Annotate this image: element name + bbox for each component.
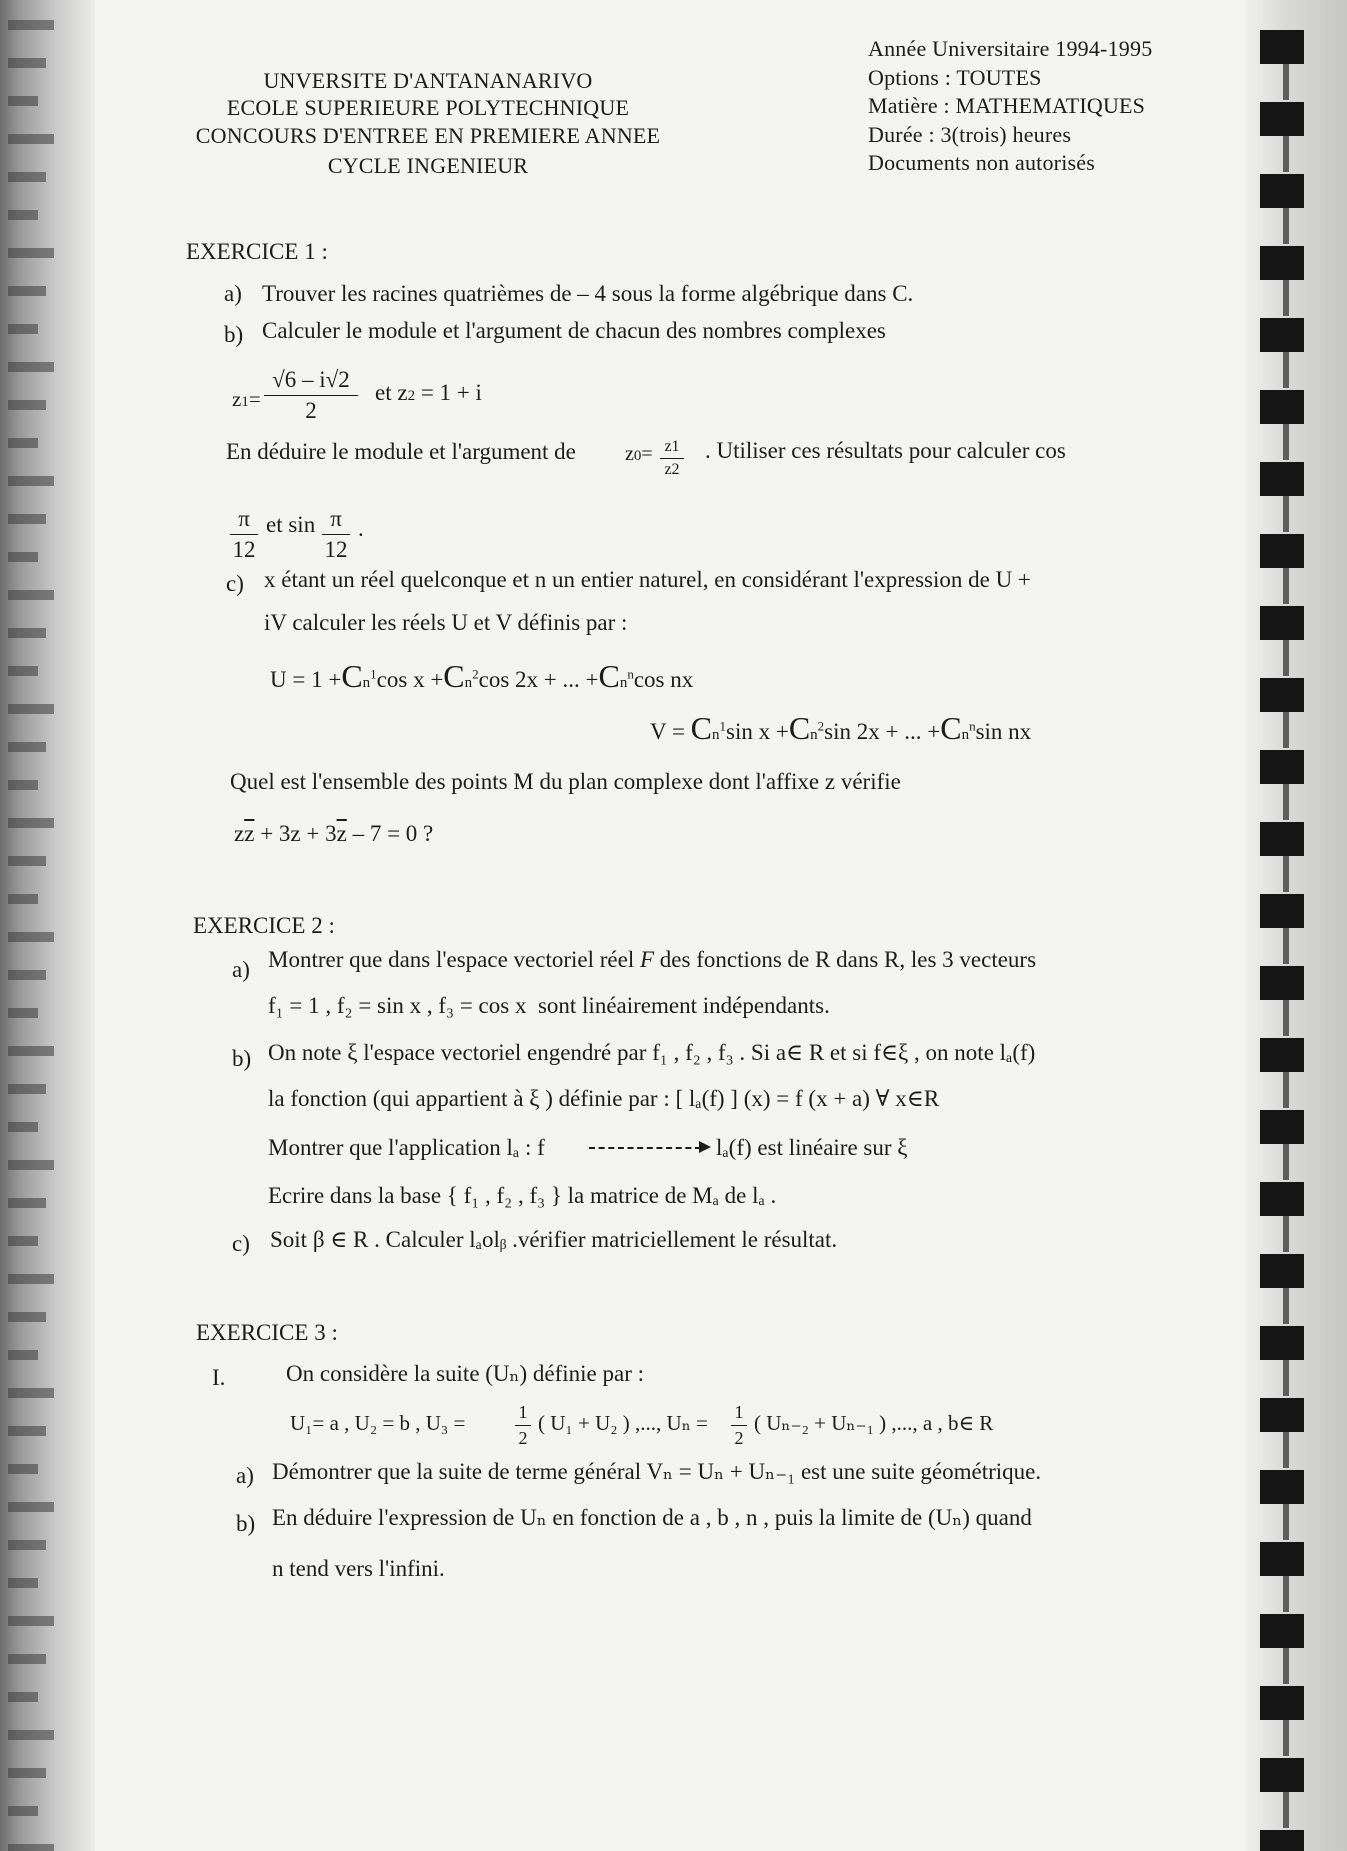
scan-mark xyxy=(8,1464,38,1474)
spiral-binding xyxy=(1255,0,1347,1851)
pi-over-12-a: $\frac{\pi}{12}$ xyxy=(230,506,258,563)
ex3-b-text-2: n tend vers l'infini. xyxy=(272,1556,445,1581)
ex1-use-text: . Utiliser ces résultats pour calculer cos xyxy=(705,438,1066,463)
scan-mark xyxy=(8,400,46,410)
z2-formula: et z2 = 1 + i xyxy=(375,380,482,405)
ex2-b-label: b) xyxy=(232,1046,252,1071)
binding-hole xyxy=(1260,1614,1304,1648)
scan-mark xyxy=(8,704,54,714)
header-documents: Documents non autorisés xyxy=(868,150,1096,175)
binding-ring xyxy=(1283,1000,1289,1036)
scan-mark xyxy=(8,20,54,30)
binding-ring xyxy=(1283,352,1289,388)
binding-hole xyxy=(1260,750,1304,784)
scan-mark xyxy=(8,552,38,562)
ex1-a-label: a) xyxy=(224,281,242,306)
binding-hole xyxy=(1260,30,1304,64)
binding-ring xyxy=(1283,712,1289,748)
ex1-c-label: c) xyxy=(226,571,244,596)
scan-mark xyxy=(8,286,46,296)
scan-mark xyxy=(8,172,46,182)
binding-hole xyxy=(1260,1326,1304,1360)
scan-mark xyxy=(8,1198,46,1208)
scan-mark xyxy=(8,970,46,980)
scan-mark xyxy=(8,248,54,258)
binding-ring xyxy=(1283,928,1289,964)
scan-mark xyxy=(8,780,38,790)
scan-mark xyxy=(8,666,38,676)
binding-ring xyxy=(1283,208,1289,244)
exercise-1-title: EXERCICE 1 : xyxy=(186,239,328,264)
scan-mark xyxy=(8,1274,54,1284)
binding-ring xyxy=(1283,1648,1289,1684)
binding-hole xyxy=(1260,1182,1304,1216)
binding-hole xyxy=(1260,1254,1304,1288)
header-subject: Matière : MATHEMATIQUES xyxy=(868,93,1146,118)
scan-mark xyxy=(8,856,46,866)
scan-mark xyxy=(8,1540,46,1550)
binding-hole xyxy=(1260,678,1304,712)
z0-formula: z0= xyxy=(625,443,653,465)
binding-ring xyxy=(1283,136,1289,172)
binding-ring xyxy=(1283,856,1289,892)
z1-denominator: 2 xyxy=(305,398,317,423)
binding-hole xyxy=(1260,966,1304,1000)
binding-hole xyxy=(1260,318,1304,352)
binding-ring xyxy=(1283,1360,1289,1396)
scan-mark xyxy=(8,628,46,638)
scan-mark xyxy=(8,894,38,904)
binding-ring xyxy=(1283,1432,1289,1468)
ex2-b-text-3a: Montrer que l'application lₐ : f xyxy=(268,1135,545,1160)
scan-mark xyxy=(8,1350,38,1360)
ex2-c-text: Soit β ∈ R . Calculer lₐolᵦ .vérifier matriciellement le résultat. xyxy=(270,1227,838,1252)
scan-mark xyxy=(8,1122,38,1132)
scan-mark xyxy=(8,742,46,752)
binding-ring xyxy=(1283,496,1289,532)
scan-mark xyxy=(8,932,54,942)
header-contest: CONCOURS D'ENTREE EN PREMIERE ANNEE xyxy=(195,123,661,148)
ex1-c-text-2: iV calculer les réels U et V définis par : xyxy=(264,610,628,635)
scan-mark xyxy=(8,1730,54,1740)
binding-hole xyxy=(1260,1038,1304,1072)
mapping-arrow-line xyxy=(589,1147,701,1149)
scan-mark xyxy=(8,58,46,68)
scan-mark xyxy=(8,1806,38,1816)
binding-hole xyxy=(1260,174,1304,208)
period: . xyxy=(358,516,364,541)
binding-ring xyxy=(1283,568,1289,604)
ex1-b-text: Calculer le module et l'argument de chacun des nombres complexes xyxy=(262,318,886,343)
half-fraction-2: $\frac{1}{2}$ xyxy=(731,1402,747,1449)
z1-fraction xyxy=(264,367,358,424)
ex2-c-label: c) xyxy=(232,1231,250,1256)
scan-mark xyxy=(8,1084,46,1094)
scan-mark xyxy=(8,1616,54,1626)
scan-mark xyxy=(8,1654,46,1664)
scan-mark xyxy=(8,590,54,600)
ex1-deduce-text: En déduire le module et l'argument de xyxy=(226,439,576,464)
ex2-a-text: Montrer que dans l'espace vectoriel réel F des fonctions de R dans R, les 3 vecteurs xyxy=(268,947,1037,972)
half-fraction-1: $\frac{1}{2}$ xyxy=(515,1402,531,1449)
binding-hole xyxy=(1260,1470,1304,1504)
binding-ring xyxy=(1283,1720,1289,1756)
scan-mark xyxy=(8,1236,38,1246)
scan-left-marks xyxy=(0,0,90,1851)
ex1-b-label: b) xyxy=(224,322,244,347)
ex2-b-text-2: la fonction (qui appartient à ξ ) définie par : [ lₐ(f) ] (x) = f (x + a) ∀ x∈R xyxy=(268,1086,940,1111)
sequence-def-a: U₁= a , U₂ = b , U₃ = xyxy=(290,1411,466,1435)
scan-mark xyxy=(8,1046,54,1056)
ex3-b-text-1: En déduire l'expression de Uₙ en fonction de a , b , n , puis la limite de (Uₙ) quand xyxy=(272,1505,1032,1530)
ex1-equation: $z\overline{z} + 3z + 3\overline{z} - 7 = 0$ ? xyxy=(234,821,434,846)
scan-mark xyxy=(8,1388,54,1398)
et-sin: et sin xyxy=(266,512,316,537)
binding-ring xyxy=(1283,280,1289,316)
binding-hole xyxy=(1260,606,1304,640)
z1-numerator: √6 – i√2 xyxy=(264,367,358,396)
binding-ring xyxy=(1283,64,1289,100)
scan-mark xyxy=(8,1692,38,1702)
binding-ring xyxy=(1283,784,1289,820)
scan-mark xyxy=(8,476,54,486)
scan-mark xyxy=(8,96,38,106)
U-formula: $U = 1 +Cn^1\cos$ $x +Cn^2\cos$ 2x + ... $+Cn^n\cos$ nx xyxy=(270,658,694,694)
binding-ring xyxy=(1283,1288,1289,1324)
binding-ring xyxy=(1283,1792,1289,1828)
binding-ring xyxy=(1283,1144,1289,1180)
pi-over-12-b: $\frac{\pi}{12}$ xyxy=(322,506,350,563)
scan-mark xyxy=(8,210,38,220)
header-cycle: CYCLE INGENIEUR xyxy=(327,153,529,178)
z0-fraction: $\frac{z1}{z2}$ xyxy=(660,438,684,479)
scan-mark xyxy=(8,1312,46,1322)
header-school: ECOLE SUPERIEURE POLYTECHNIQUE xyxy=(226,95,630,120)
binding-hole xyxy=(1260,1758,1304,1792)
binding-ring xyxy=(1283,424,1289,460)
ex2-vectors: f₁ = 1 , f₂ = sin x , f₃ = cos x sont linéairement indépendants. xyxy=(268,993,830,1018)
ex3-I-label: I. xyxy=(212,1365,226,1390)
scan-mark xyxy=(8,438,38,448)
ex1-question: Quel est l'ensemble des points M du plan complexe dont l'affixe z vérifie xyxy=(230,769,901,794)
binding-hole xyxy=(1260,390,1304,424)
ex3-a-text: Démontrer que la suite de terme général Vₙ = Uₙ + Uₙ₋₁ est une suite géométrique. xyxy=(272,1459,1042,1484)
binding-hole xyxy=(1260,1830,1304,1851)
header-options: Options : TOUTES xyxy=(868,65,1042,90)
scan-mark xyxy=(8,1502,54,1512)
ex1-a-text: Trouver les racines quatrièmes de – 4 sous la forme algébrique dans C. xyxy=(262,281,914,306)
scan-mark xyxy=(8,1160,54,1170)
binding-hole xyxy=(1260,822,1304,856)
mapping-arrow-head xyxy=(699,1141,711,1153)
scan-mark xyxy=(8,324,38,334)
binding-hole xyxy=(1260,1398,1304,1432)
header-university: UNVERSITE D'ANTANANARIVO xyxy=(263,68,593,93)
sequence-def-c: ( Uₙ₋₂ + Uₙ₋₁ ) ,..., a , b∈ R xyxy=(754,1411,994,1435)
scan-mark xyxy=(8,1844,54,1851)
binding-hole xyxy=(1260,1686,1304,1720)
scan-mark xyxy=(8,362,54,372)
binding-ring xyxy=(1283,1216,1289,1252)
binding-ring xyxy=(1283,1576,1289,1612)
binding-hole xyxy=(1260,102,1304,136)
ex2-b-text-1: On note ξ l'espace vectoriel engendré par f₁ , f₂ , f₃ . Si a∈ R et si f∈ξ , on note lₐ(f) xyxy=(268,1040,1036,1065)
header-year: Année Universitaire 1994-1995 xyxy=(868,36,1153,61)
scan-mark xyxy=(8,514,46,524)
ex3-I-text: On considère la suite (Uₙ) définie par : xyxy=(286,1361,645,1386)
scan-mark xyxy=(8,1578,38,1588)
scan-mark xyxy=(8,1768,46,1778)
ex1-c-text-1: x étant un réel quelconque et n un entier naturel, en considérant l'expression de U + xyxy=(264,567,1031,592)
binding-hole xyxy=(1260,534,1304,568)
ex2-b-text-3b: lₐ(f) est linéaire sur ξ xyxy=(716,1135,908,1160)
ex3-b-label: b) xyxy=(236,1511,256,1536)
sequence-def-b: ( U₁ + U₂ ) ,..., Uₙ = xyxy=(538,1411,708,1435)
binding-hole xyxy=(1260,1542,1304,1576)
scan-mark xyxy=(8,134,54,144)
scan-mark xyxy=(8,818,54,828)
exercise-3-title: EXERCICE 3 : xyxy=(196,1320,338,1345)
binding-hole xyxy=(1260,894,1304,928)
scan-mark xyxy=(8,1426,46,1436)
binding-hole xyxy=(1260,462,1304,496)
scan-mark xyxy=(8,1008,38,1018)
exercise-2-title: EXERCICE 2 : xyxy=(193,913,335,938)
ex2-a-label: a) xyxy=(232,957,250,982)
binding-ring xyxy=(1283,1504,1289,1540)
ex2-b-text-4: Ecrire dans la base { f₁ , f₂ , f₃ } la matrice de Mₐ de lₐ . xyxy=(268,1183,777,1208)
binding-hole xyxy=(1260,1110,1304,1144)
header-duration: Durée : 3(trois) heures xyxy=(868,122,1072,147)
z1-formula: z1= xyxy=(232,387,261,411)
V-formula: V = Cn$^1$sin $x +Cn^2\sin$ 2x + ... $+Cn^n\sin$ nx xyxy=(650,710,1032,746)
ex3-a-label: a) xyxy=(236,1463,254,1488)
binding-ring xyxy=(1283,640,1289,676)
binding-hole xyxy=(1260,246,1304,280)
binding-ring xyxy=(1283,1072,1289,1108)
